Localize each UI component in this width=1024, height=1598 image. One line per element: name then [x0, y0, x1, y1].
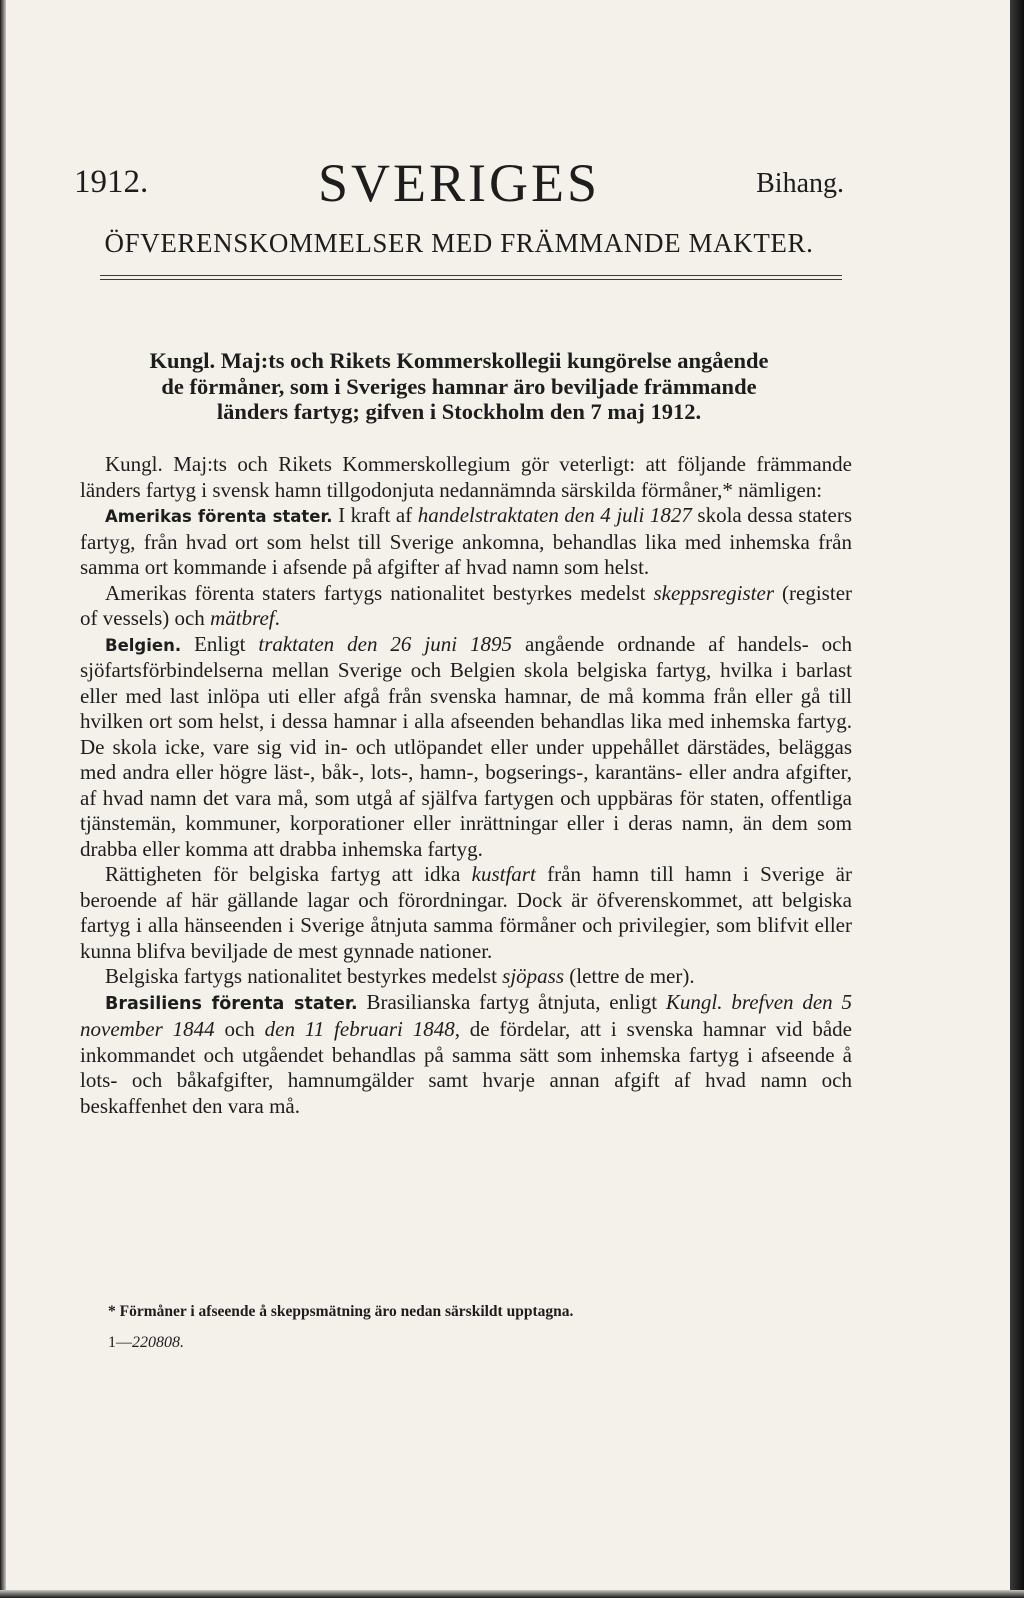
running-head: [74, 152, 844, 212]
double-rule-bottom: [100, 279, 842, 280]
heading-line-3: länders fartyg; gifven i Stockholm den 7 maj 1912.: [216, 399, 702, 424]
scan-edge-right: [1010, 0, 1024, 1598]
heading-line-2: de förmåner, som i Sveriges hamnar äro beviljade främmande: [161, 373, 757, 399]
usa-treaty: handelstraktaten den 4 juli 1827: [417, 503, 692, 527]
brazil-country: Brasiliens förenta stater.: [105, 993, 358, 1014]
footnote: * Förmåner i afseende å skeppsmätning äro nedan särskildt upptagna.: [108, 1303, 574, 1320]
usa-country: Amerikas förenta stater.: [105, 507, 333, 526]
belgium-nationality-paragraph: Belgiska fartygs nationalitet bestyrkes medelst sjöpass (lettre de mer).: [105, 964, 695, 988]
scan-edge-left: [0, 0, 6, 1598]
brazil-paragraph: Brasiliens förenta stater. Brasilianska fartyg åtnjuta, enligt Kungl. brefven den 5 november 1844 och den 11 februari 1848, de fördelar, att i svenska hamnar vid både inkommandet och utgåendet behandlas på samma sätt som inhemska fartyg i afseende å lots- och båkafgifter, hamnumgälder samt hvarje annan afgift af hvad namn och beskaffenhet den vara må.: [80, 989, 852, 1118]
header-supplement: Bihang.: [756, 168, 844, 199]
header-title: SVERIGES: [317, 153, 601, 213]
body-text: [80, 452, 852, 1119]
belgium-coastal-paragraph: Rättigheten för belgiska fartyg att idka kustfart från hamn till hamn i Sverige är beroende af här gällande lagar och förordningar. Dock är öfverenskommet, att belgiska fartyg i alla hänseenden i Sverige åtnjuta samma förmåner och privilegier, som blifvit eller kunna blifva beviljade de mest gynnade nationer.: [80, 862, 852, 963]
scan-edge-bottom: [0, 1590, 1024, 1598]
usa-nationality-paragraph: Amerikas förenta staters fartygs nationalitet bestyrkes medelst skeppsregister (register of vessels) och mätbref.: [80, 580, 853, 630]
document-heading: [74, 348, 844, 425]
double-rule-top: [100, 275, 842, 276]
printer-signature: 1—220808.: [108, 1334, 184, 1351]
belgium-paragraph: Belgien. Enligt traktaten den 26 juni 1895 angående ordnande af handels- och sjöfartsförbindelserna mellan Sverige och Belgien skola belgiska fartyg, hvilka i barlast eller med last inlöpa uti eller afgå från svenska hamnar, de må komma från eller gå till hvilken ort som helst, i dessa hamnar i alla afseenden behandlas lika med inhemska fartyg. De skola icke, vare sig vid in- och utlöpandet eller under uppehållet därstädes, beläggas med andra eller högre läst-, båk-, lots-, hamn-, bogserings-, karantäns- eller andra afgifter, af hvad namn det vara må, som utgå af själfva fartygen och uppbäras för staten, offentliga tjänstemän, kommuner, korporationer eller inrättningar eller i deras namn, än dem som drabba eller komma att drabba inhemska fartyg.: [80, 631, 852, 861]
header-year: 1912.: [74, 164, 149, 200]
belgium-country: Belgien.: [105, 635, 182, 655]
heading-line-1: Kungl. Maj:ts och Rikets Kommerskollegii kungörelse angående: [149, 348, 769, 373]
usa-paragraph: Amerikas förenta stater. I kraft af handelstraktaten den 4 juli 1827 skola dessa staters fartyg, från hvad ort som helst till Sverige ankomna, behandlas lika med inhemska från samma ort kommande i afsende på afgifter af hvad namn som helst.: [80, 503, 852, 579]
belgium-treaty: traktaten den 26 juni 1895: [258, 631, 512, 656]
intro-paragraph: Kungl. Maj:ts och Rikets Kommerskollegium gör veterligt: att följande främmande länders fartyg i svensk hamn tillgodonjuta nedannämnda särskilda förmåner,* nämligen:: [80, 452, 852, 502]
header-subtitle: ÖFVERENSKOMMELSER MED FRÄMMANDE MAKTER.: [104, 228, 814, 258]
